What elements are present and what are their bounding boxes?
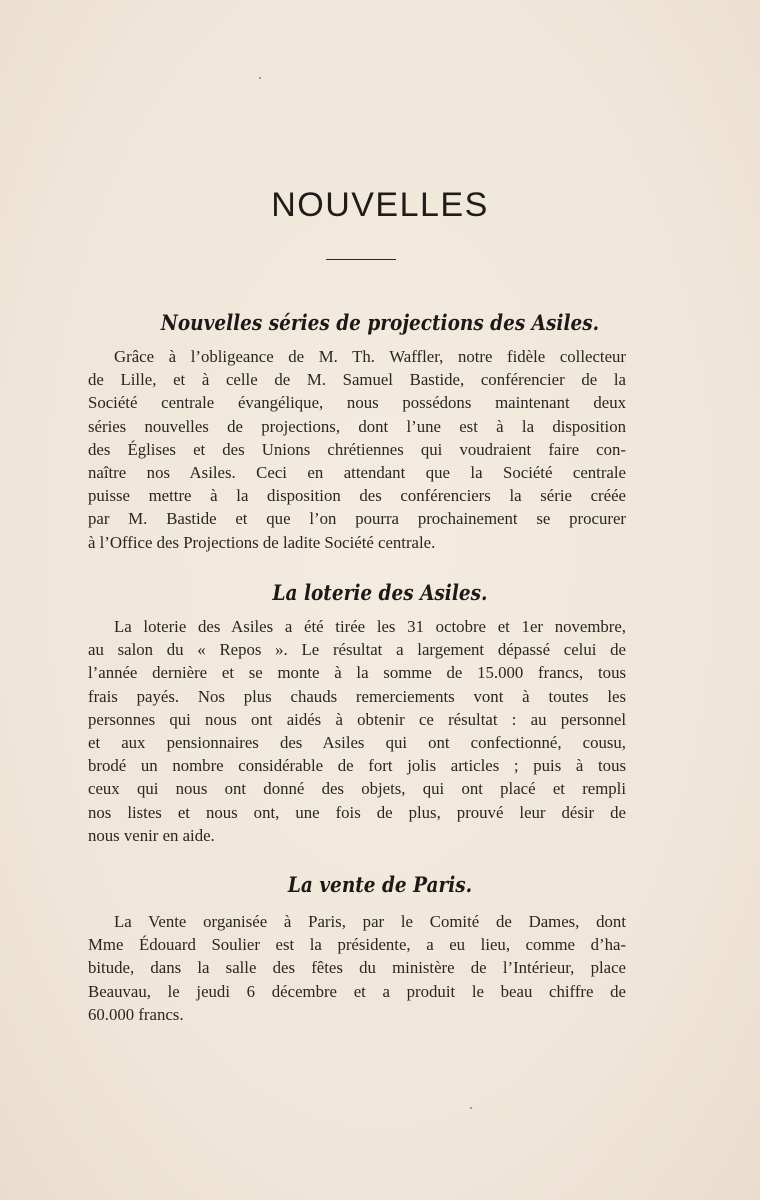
paragraph-line: à l’Office des Projections de ladite Société centrale.: [88, 532, 436, 552]
paragraph-line: des Églises et des Unions chrétiennes qui voudraient faire con-: [88, 439, 626, 459]
paragraph-line: et aux pensionnaires des Asiles qui ont confectionné, cousu,: [88, 732, 626, 752]
paper-speck: [470, 1107, 472, 1109]
page-title: NOUVELLES: [271, 186, 489, 224]
section-heading-loterie: La loterie des Asiles.: [272, 580, 488, 605]
paragraph-line: de Lille, et à celle de M. Samuel Bastide, conférencier de la: [88, 370, 626, 390]
paragraph-line: La loterie des Asiles a été tirée les 31 octobre et 1er novembre,: [114, 617, 626, 636]
paragraph-line: bitude, dans la salle des fêtes du ministère de l’Intérieur, place: [88, 958, 626, 978]
section-heading-vente: La vente de Paris.: [287, 872, 473, 897]
paragraph-line: Beauvau, le jeudi 6 décembre et a produit le beau chiffre de: [88, 981, 626, 1001]
paragraph-line: puisse mettre à la disposition des conférenciers la série créée: [88, 486, 626, 506]
section-body-projections: [88, 345, 626, 554]
section-body-loterie: [88, 615, 626, 847]
paragraph-line: frais payés. Nos plus chauds remerciements vont à toutes les: [88, 686, 626, 706]
paragraph-line: nos listes et nous ont, une fois de plus, prouvé leur désir de: [88, 802, 626, 822]
paragraph-line: l’année dernière et se monte à la somme de 15.000 francs, tous: [88, 663, 626, 683]
paragraph-line: nous venir en aide.: [88, 825, 215, 845]
paragraph-line: Grâce à l’obligeance de M. Th. Waffler, notre fidèle collecteur: [114, 347, 626, 366]
paragraph-line: au salon du « Repos ». Le résultat a largement dépassé celui de: [88, 640, 626, 660]
paragraph-line: brodé un nombre considérable de fort jolis articles ; puis à tous: [88, 756, 626, 776]
paragraph-line: Société centrale évangélique, nous possédons maintenant deux: [88, 393, 626, 413]
paragraph-line: séries nouvelles de projections, dont l’une est à la disposition: [88, 416, 626, 436]
paragraph-line: La Vente organisée à Paris, par le Comité de Dames, dont: [114, 912, 626, 931]
paragraph-line: personnes qui nous ont aidés à obtenir ce résultat : au personnel: [88, 709, 626, 729]
paragraph-line: ceux qui nous ont donné des objets, qui ont placé et rempli: [88, 779, 626, 799]
paragraph-line: Mme Édouard Soulier est la présidente, a eu lieu, comme d’ha-: [88, 935, 626, 955]
title-rule: [326, 259, 396, 260]
section-heading-projections: Nouvelles séries de projections des Asiles.: [160, 310, 600, 335]
paragraph-line: naître nos Asiles. Ceci en attendant que la Société centrale: [88, 462, 626, 482]
section-body-vente: [88, 910, 626, 1026]
paper-speck: [259, 77, 261, 79]
paragraph-line: 60.000 francs.: [88, 1004, 184, 1024]
paragraph-line: par M. Bastide et que l’on pourra prochainement se procurer: [88, 509, 626, 529]
